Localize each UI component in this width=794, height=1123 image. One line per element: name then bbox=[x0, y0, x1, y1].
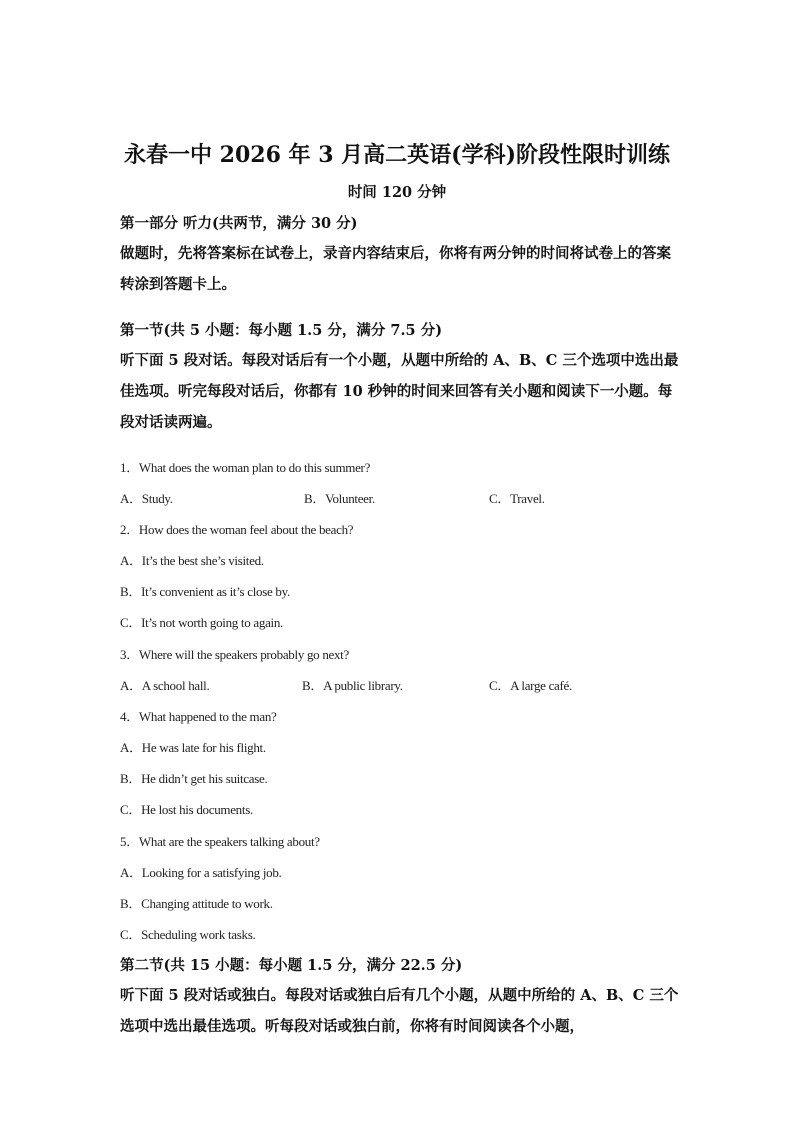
q1-option-a: A．Study. bbox=[120, 491, 173, 506]
q5-option-b: B．Changing attitude to work. bbox=[120, 896, 273, 911]
q4-option-c: C．He lost his documents. bbox=[120, 802, 253, 817]
q2-option-b: B．It’s convenient as it’s close by. bbox=[120, 584, 290, 599]
q3-option-b: B．A public library. bbox=[302, 678, 403, 693]
q3-option-a: A．A school hall. bbox=[120, 678, 210, 693]
part1-heading: 第一部分 听力(共两节，满分 30 分) bbox=[120, 215, 358, 232]
q4-option-b: B．He didn’t get his suitcase. bbox=[120, 771, 268, 786]
question-3: 3．Where will the speakers probably go next? bbox=[120, 647, 349, 662]
q4-option-a: A．He was late for his flight. bbox=[120, 740, 266, 755]
section2-heading: 第二节(共 15 小题：每小题 1.5 分，满分 22.5 分) bbox=[120, 957, 463, 974]
exam-title: 永春一中 2026 年 3 月高二英语(学科)阶段性限时训练 bbox=[124, 142, 670, 168]
part1-instruction: 做题时，先将答案标在试卷上，录音内容结束后，你将有两分钟的时间将试卷上的答案转涂到答题卡上。 bbox=[120, 245, 671, 293]
q5-option-c: C．Scheduling work tasks. bbox=[120, 927, 256, 942]
question-2: 2．How does the woman feel about the beach? bbox=[120, 522, 354, 537]
section1-heading: 第一节(共 5 小题：每小题 1.5 分，满分 7.5 分) bbox=[120, 322, 443, 339]
q5-option-a: A．Looking for a satisfying job. bbox=[120, 865, 282, 880]
section1-instruction: 听下面 5 段对话。每段对话后有一个小题，从题中所给的 A、B、C 三个选项中选出最佳选项。听完每段对话后，你都有 10 秒钟的时间来回答有关小题和阅读下一小题。每段对话读两遍。 bbox=[120, 352, 679, 431]
q1-option-b: B．Volunteer. bbox=[304, 491, 375, 506]
exam-duration: 时间 120 分钟 bbox=[347, 184, 447, 201]
question-4: 4．What happened to the man? bbox=[120, 709, 277, 724]
question-5: 5．What are the speakers talking about? bbox=[120, 834, 320, 849]
q1-option-c: C．Travel. bbox=[489, 491, 545, 506]
section2-instruction: 听下面 5 段对话或独白。每段对话或独白后有几个小题，从题中所给的 A、B、C 三个选项中选出最佳选项。听每段对话或独白前，你将有时间阅读各个小题， bbox=[120, 987, 679, 1035]
q2-option-a: A．It’s the best she’s visited. bbox=[120, 553, 264, 568]
question-1: 1．What does the woman plan to do this summer? bbox=[120, 460, 371, 475]
q2-option-c: C．It’s not worth going to again. bbox=[120, 615, 283, 630]
q3-option-c: C．A large café. bbox=[489, 678, 572, 693]
